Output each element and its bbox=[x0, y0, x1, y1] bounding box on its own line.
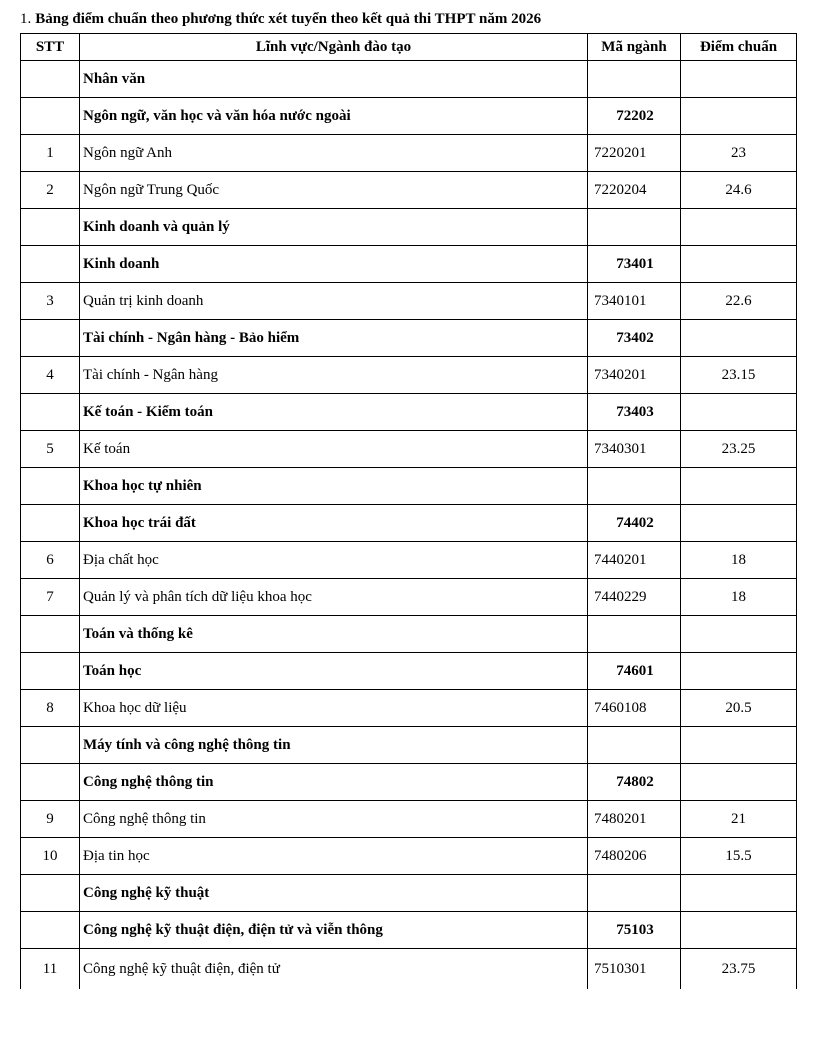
table-row-group bbox=[21, 875, 797, 912]
cell-name: Công nghệ thông tin bbox=[80, 764, 588, 801]
cell-code: 75103 bbox=[588, 912, 681, 949]
cell-code bbox=[588, 727, 681, 764]
table-row-group bbox=[21, 505, 797, 542]
table-row-group bbox=[21, 616, 797, 653]
cell-score bbox=[681, 505, 797, 542]
cell-score: 22.6 bbox=[681, 283, 797, 320]
heading-number: 1. bbox=[20, 11, 32, 27]
header-field: Lĩnh vực/Ngành đào tạo bbox=[80, 34, 588, 61]
cell-stt: 7 bbox=[21, 579, 80, 616]
cell-score bbox=[681, 912, 797, 949]
cell-code: 7340301 bbox=[588, 431, 681, 468]
cell-name: Ngôn ngữ Trung Quốc bbox=[80, 172, 588, 209]
cell-code bbox=[588, 875, 681, 912]
cell-stt bbox=[21, 98, 80, 135]
cell-stt bbox=[21, 727, 80, 764]
cell-score bbox=[681, 61, 797, 98]
cell-score: 23.15 bbox=[681, 357, 797, 394]
table-row bbox=[21, 135, 797, 172]
cell-score: 23.75 bbox=[681, 949, 797, 990]
table-body bbox=[21, 61, 797, 990]
header-stt: STT bbox=[21, 34, 80, 61]
cell-name: Khoa học tự nhiên bbox=[80, 468, 588, 505]
table-row-group bbox=[21, 246, 797, 283]
cell-stt bbox=[21, 246, 80, 283]
cell-stt bbox=[21, 61, 80, 98]
table-row-group bbox=[21, 61, 797, 98]
cell-name: Ngôn ngữ Anh bbox=[80, 135, 588, 172]
cell-score bbox=[681, 394, 797, 431]
cell-stt bbox=[21, 875, 80, 912]
table-row-group bbox=[21, 209, 797, 246]
heading-title: Bảng điểm chuẩn theo phương thức xét tuyển theo kết quả thi THPT năm 2026 bbox=[35, 11, 542, 27]
cell-name: Kinh doanh bbox=[80, 246, 588, 283]
cell-score bbox=[681, 727, 797, 764]
cell-score bbox=[681, 653, 797, 690]
cell-code: 7440201 bbox=[588, 542, 681, 579]
cell-code: 7220201 bbox=[588, 135, 681, 172]
table-row bbox=[21, 801, 797, 838]
cell-stt bbox=[21, 912, 80, 949]
cell-code bbox=[588, 209, 681, 246]
cell-name: Khoa học dữ liệu bbox=[80, 690, 588, 727]
cell-code: 73403 bbox=[588, 394, 681, 431]
cell-stt: 1 bbox=[21, 135, 80, 172]
table-row bbox=[21, 172, 797, 209]
cell-name: Ngôn ngữ, văn học và văn hóa nước ngoài bbox=[80, 98, 588, 135]
cell-name: Địa chất học bbox=[80, 542, 588, 579]
cell-code bbox=[588, 61, 681, 98]
cell-score bbox=[681, 764, 797, 801]
cell-name: Công nghệ thông tin bbox=[80, 801, 588, 838]
cell-stt bbox=[21, 209, 80, 246]
cell-score: 20.5 bbox=[681, 690, 797, 727]
cell-name: Quản lý và phân tích dữ liệu khoa học bbox=[80, 579, 588, 616]
admission-score-table bbox=[20, 33, 797, 989]
cell-score bbox=[681, 468, 797, 505]
cell-name: Quản trị kinh doanh bbox=[80, 283, 588, 320]
cell-code: 73401 bbox=[588, 246, 681, 283]
table-row bbox=[21, 357, 797, 394]
cell-stt bbox=[21, 764, 80, 801]
cell-name: Toán học bbox=[80, 653, 588, 690]
cell-name: Tài chính - Ngân hàng - Bảo hiểm bbox=[80, 320, 588, 357]
cell-code: 74802 bbox=[588, 764, 681, 801]
cell-score bbox=[681, 320, 797, 357]
cell-code: 7340101 bbox=[588, 283, 681, 320]
cell-stt: 4 bbox=[21, 357, 80, 394]
cell-stt: 11 bbox=[21, 949, 80, 990]
cell-score bbox=[681, 875, 797, 912]
cell-score: 18 bbox=[681, 579, 797, 616]
table-row bbox=[21, 431, 797, 468]
cell-stt bbox=[21, 468, 80, 505]
table-row bbox=[21, 838, 797, 875]
cell-name: Máy tính và công nghệ thông tin bbox=[80, 727, 588, 764]
cell-stt: 8 bbox=[21, 690, 80, 727]
cell-score bbox=[681, 246, 797, 283]
cell-code: 72202 bbox=[588, 98, 681, 135]
cell-code: 7440229 bbox=[588, 579, 681, 616]
cell-name: Kinh doanh và quản lý bbox=[80, 209, 588, 246]
table-row bbox=[21, 283, 797, 320]
cell-stt: 5 bbox=[21, 431, 80, 468]
cell-code: 7460108 bbox=[588, 690, 681, 727]
cell-name: Công nghệ kỹ thuật điện, điện tử bbox=[80, 949, 588, 990]
cell-code: 74601 bbox=[588, 653, 681, 690]
cell-stt bbox=[21, 394, 80, 431]
table-row-group bbox=[21, 98, 797, 135]
cell-name: Kế toán - Kiểm toán bbox=[80, 394, 588, 431]
table-row bbox=[21, 949, 797, 990]
cell-code: 7220204 bbox=[588, 172, 681, 209]
table-row bbox=[21, 579, 797, 616]
cell-score: 23 bbox=[681, 135, 797, 172]
cell-score bbox=[681, 616, 797, 653]
cell-name: Công nghệ kỹ thuật điện, điện tử và viễn thông bbox=[80, 912, 588, 949]
cell-score: 18 bbox=[681, 542, 797, 579]
cell-stt bbox=[21, 320, 80, 357]
cell-code bbox=[588, 468, 681, 505]
cell-code bbox=[588, 616, 681, 653]
table-row-group bbox=[21, 468, 797, 505]
table-row bbox=[21, 690, 797, 727]
cell-score: 15.5 bbox=[681, 838, 797, 875]
table-row-group bbox=[21, 912, 797, 949]
table-row bbox=[21, 542, 797, 579]
cell-score bbox=[681, 209, 797, 246]
cell-code: 7480206 bbox=[588, 838, 681, 875]
cell-stt bbox=[21, 505, 80, 542]
cell-score: 21 bbox=[681, 801, 797, 838]
cell-stt: 3 bbox=[21, 283, 80, 320]
cell-stt: 2 bbox=[21, 172, 80, 209]
cell-name: Tài chính - Ngân hàng bbox=[80, 357, 588, 394]
table-row-group bbox=[21, 394, 797, 431]
cell-name: Nhân văn bbox=[80, 61, 588, 98]
cell-name: Khoa học trái đất bbox=[80, 505, 588, 542]
header-code: Mã ngành bbox=[588, 34, 681, 61]
cell-name: Kế toán bbox=[80, 431, 588, 468]
cell-score: 24.6 bbox=[681, 172, 797, 209]
cell-name: Toán và thống kê bbox=[80, 616, 588, 653]
cell-score: 23.25 bbox=[681, 431, 797, 468]
cell-stt: 9 bbox=[21, 801, 80, 838]
cell-code: 7340201 bbox=[588, 357, 681, 394]
cell-code: 73402 bbox=[588, 320, 681, 357]
cell-stt: 10 bbox=[21, 838, 80, 875]
header-score: Điểm chuẩn bbox=[681, 34, 797, 61]
cell-stt bbox=[21, 616, 80, 653]
document-heading bbox=[20, 10, 541, 28]
table-row-group bbox=[21, 653, 797, 690]
cell-code: 7510301 bbox=[588, 949, 681, 990]
cell-name: Công nghệ kỹ thuật bbox=[80, 875, 588, 912]
table-row-group bbox=[21, 727, 797, 764]
cell-code: 7480201 bbox=[588, 801, 681, 838]
cell-code: 74402 bbox=[588, 505, 681, 542]
cell-stt: 6 bbox=[21, 542, 80, 579]
table-row-group bbox=[21, 320, 797, 357]
table-row-group bbox=[21, 764, 797, 801]
cell-name: Địa tin học bbox=[80, 838, 588, 875]
cell-score bbox=[681, 98, 797, 135]
table-header-row bbox=[21, 34, 797, 61]
cell-stt bbox=[21, 653, 80, 690]
